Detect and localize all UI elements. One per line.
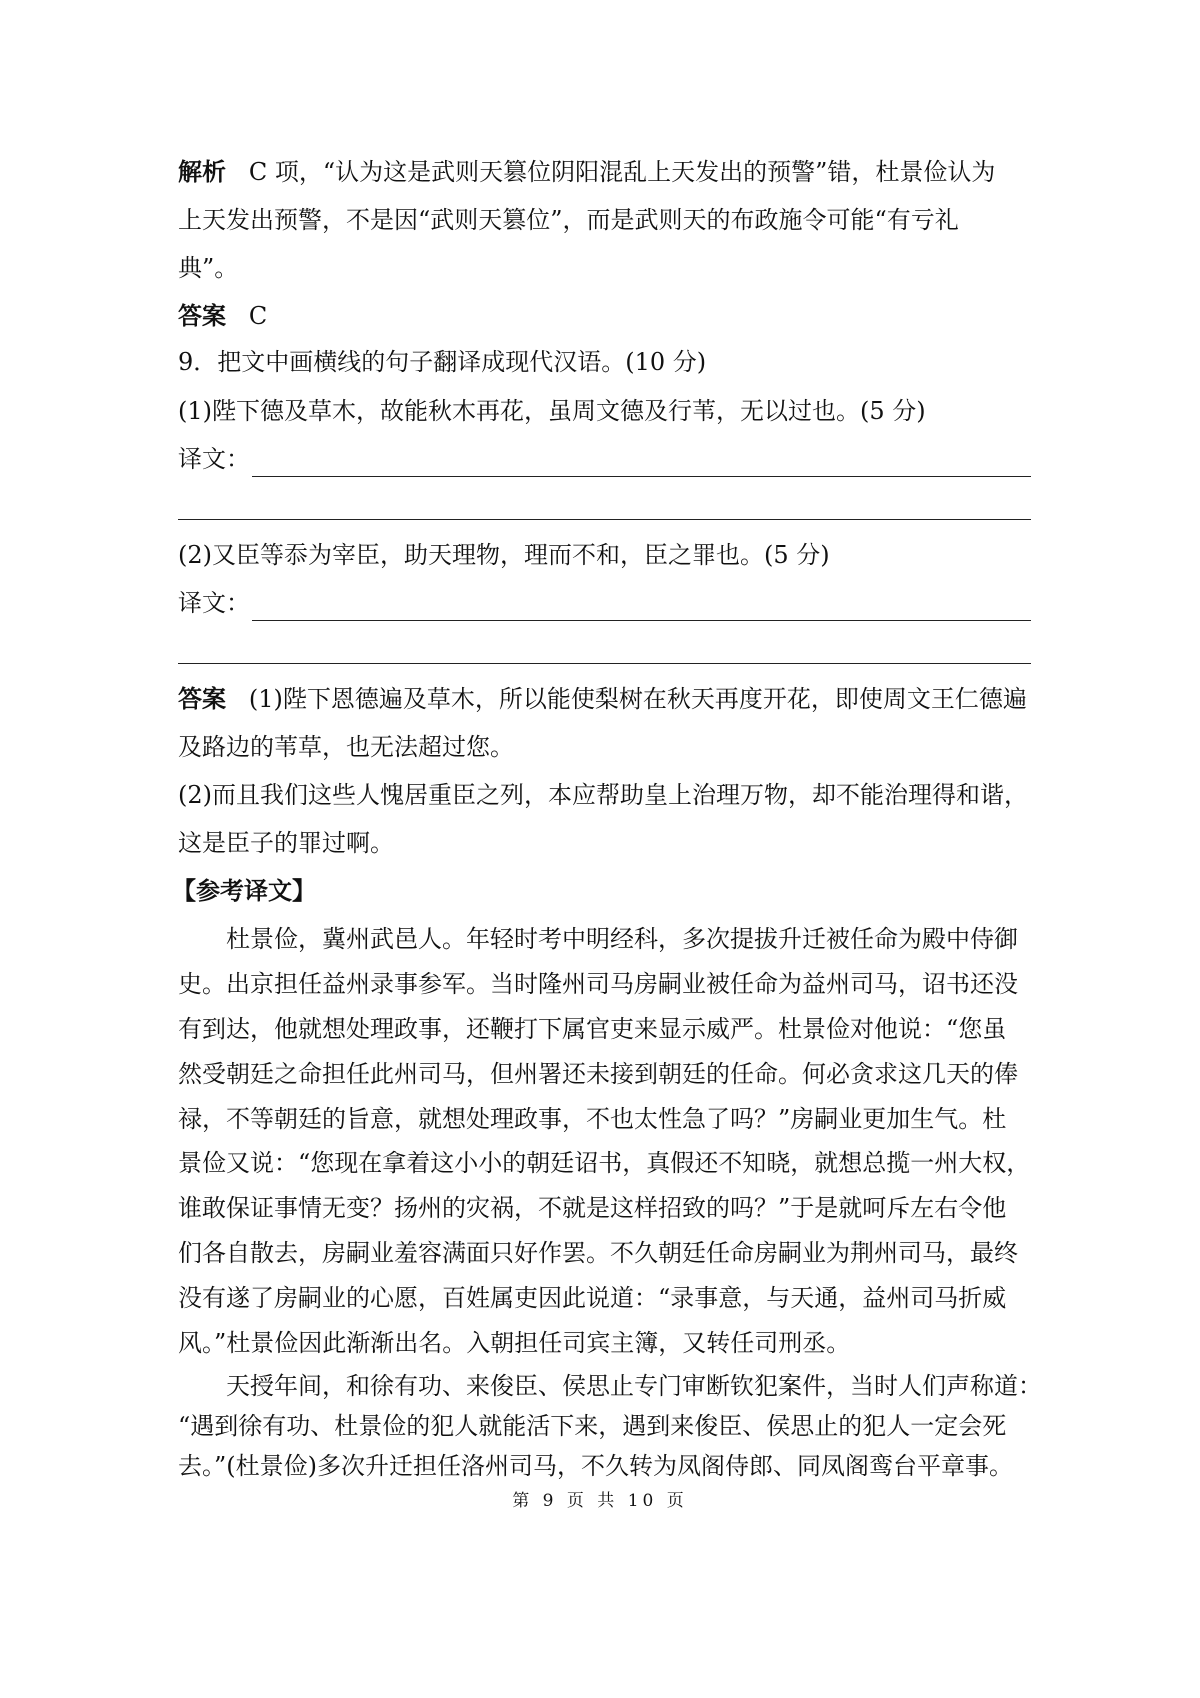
reference-p1-line: 谁敢保证事情无变？扬州的灾祸，不就是这样招致的吗？”于是就呵斥左右令他 [178,1194,1007,1222]
translation-label: 译文： [178,445,250,473]
analysis-label: 解析 [178,158,226,186]
reference-p1-line: 有到达，他就想处理政事，还鞭打下属官吏来显示威严。杜景俭对他说：“您虽 [178,1015,1007,1043]
page-footer: 第 9 页 共 10 页 [512,1491,688,1511]
answer-value: C [248,302,268,330]
analysis-line-3: 典”。 [178,254,239,282]
reference-p1-line: 风。”杜景俭因此渐渐出名。入朝担任司宾主簿，又转任司刑丞。 [178,1329,851,1357]
answer-9-line-2: 及路边的苇草，也无法超过您。 [178,733,514,761]
answer-label: 答案 [178,302,226,330]
blank-underline-continued [178,519,1031,520]
question-9-sub2: (2)又臣等忝为宰臣，助天理物，理而不和，臣之罪也。(5 分) [178,541,830,569]
reference-p2-line: “遇到徐有功、杜景俭的犯人就能活下来，遇到来俊臣、侯思止的犯人一定会死 [178,1412,1007,1440]
translation-blank-1[interactable] [178,441,1031,477]
analysis-text: C 项，“认为这是武则天篡位阴阳混乱上天发出的预警”错，杜景俭认为 [248,158,996,186]
reference-heading: 【参考译文】 [172,877,316,905]
blank-underline [252,594,1031,621]
answer-9-text: (1)陛下恩德遍及草木，所以能使梨树在秋天再度开花，即使周文王仁德遍 [248,685,1027,713]
reference-p1-line: 景俭又说：“您现在拿着这小小的朝廷诏书，真假还不知晓，就想总揽一州大权， [178,1149,1031,1177]
reference-p1-line: 没有遂了房嗣业的心愿，百姓属吏因此说道：“录事意，与天通，益州司马折威 [178,1284,1007,1312]
answer-9-line-3: (2)而且我们这些人愧居重臣之列，本应帮助皇上治理万物，却不能治理得和谐， [178,781,1028,809]
answer-label: 答案 [178,685,226,713]
question-9-sub1: (1)陛下德及草木，故能秋木再花，虽周文德及行苇，无以过也。(5 分) [178,397,926,425]
answer-9-line-1 [178,681,1031,717]
translation-label: 译文： [178,589,250,617]
reference-p2-line: 天授年间，和徐有功、来俊臣、侯思止专门审断钦犯案件，当时人们声称道： [226,1372,1042,1400]
reference-p1-line: 们各自散去，房嗣业羞容满面只好作罢。不久朝廷任命房嗣业为荆州司马，最终 [178,1239,1018,1267]
translation-blank-2[interactable] [178,585,1031,621]
reference-p1-line: 禄，不等朝廷的旨意，就想处理政事，不也太性急了吗？”房嗣业更加生气。杜 [178,1105,1007,1133]
answer-9-line-4: 这是臣子的罪过啊。 [178,829,394,857]
analysis-line-1 [178,154,1031,190]
reference-p1-line: 杜景俭，冀州武邑人。年轻时考中明经科，多次提拔升迁被任命为殿中侍御 [226,925,1018,953]
reference-p2-line: 去。”(杜景俭)多次升迁担任洛州司马，不久转为凤阁侍郎、同凤阁鸾台平章事。 [178,1452,1013,1480]
analysis-line-2: 上天发出预警，不是因“武则天篡位”，而是武则天的布政施令可能“有亏礼 [178,206,959,234]
question-9-title: 9．把文中画横线的句子翻译成现代汉语。(10 分) [178,348,707,376]
blank-underline [252,450,1031,477]
answer-8 [178,298,1031,334]
blank-underline-continued [178,663,1031,664]
reference-p1-line: 然受朝廷之命担任此州司马，但州署还未接到朝廷的任命。何必贪求这几天的俸 [178,1060,1018,1088]
reference-p1-line: 史。出京担任益州录事参军。当时隆州司马房嗣业被任命为益州司马，诏书还没 [178,970,1018,998]
